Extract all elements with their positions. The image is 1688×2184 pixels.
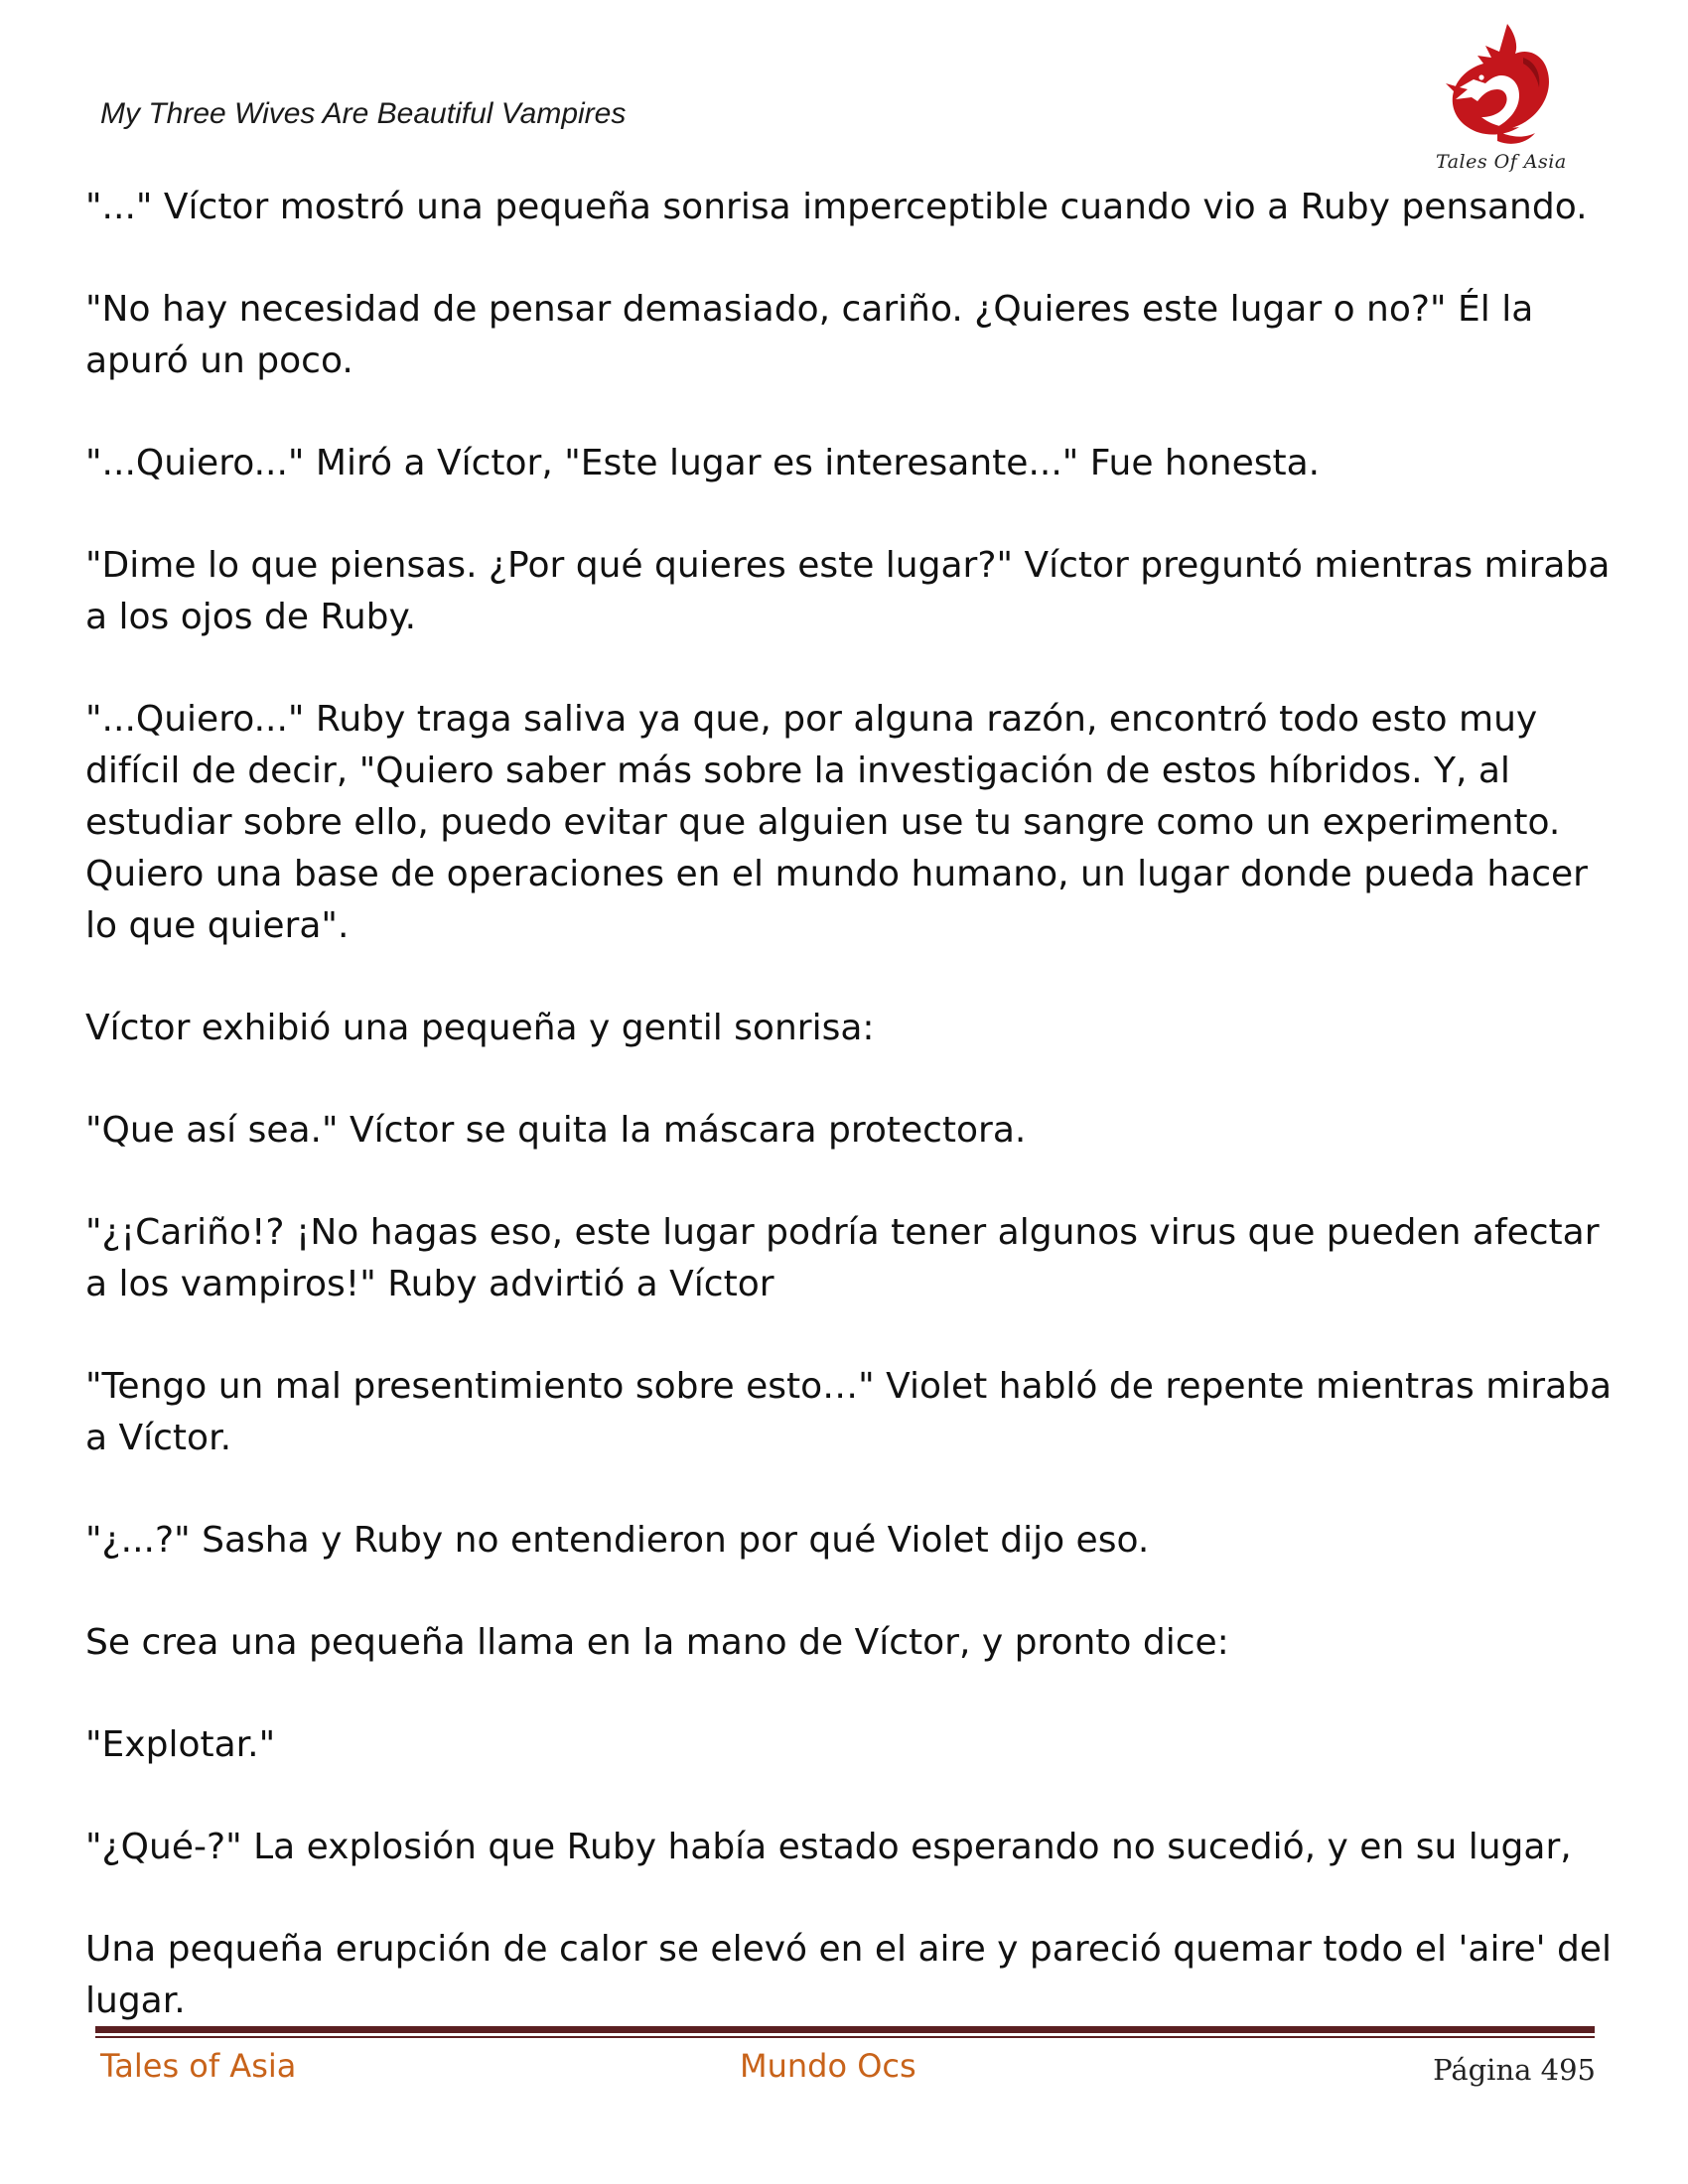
paragraph: "...Quiero..." Miró a Víctor, "Este lugar es interesante..." Fue honesta. <box>85 443 1321 483</box>
footer-section-name: Mundo Ocs <box>740 2047 916 2085</box>
paragraph: "¿Qué-?" La explosión que Ruby había estado esperando no sucedió, y en su lugar, <box>85 1827 1572 1867</box>
logo-text: Tales Of Asia <box>1436 151 1567 173</box>
page-body <box>85 182 1615 2078</box>
book-title: My Three Wives Are Beautiful Vampires <box>100 97 627 130</box>
footer-site-name: Tales of Asia <box>100 2047 297 2085</box>
paragraph: "Que así sea." Víctor se quita la máscara protectora. <box>85 1110 1027 1151</box>
paragraph: Víctor exhibió una pequeña y gentil sonrisa: <box>85 1008 875 1048</box>
paragraph: "Explotar." <box>85 1724 276 1765</box>
paragraph: Una pequeña erupción de calor se elevó en el aire y pareció quemar todo el 'aire' del lugar. <box>85 1929 1612 2021</box>
footer-divider-thin <box>95 2036 1595 2038</box>
paragraph: "...Quiero..." Ruby traga saliva ya que, por alguna razón, encontró todo esto muy difícil de decir, "Quiero saber más sobre la investigación de estos híbridos. Y, al estudiar sobre ello, puedo evitar que alguien use tu sangre como un experimento. Quiero una base de operaciones en el mundo humano, un lugar donde pueda hacer lo que quiera". <box>85 699 1588 946</box>
footer-divider <box>95 2026 1595 2038</box>
paragraph: "¿...?" Sasha y Ruby no entendieron por qué Violet dijo eso. <box>85 1520 1150 1561</box>
page-number: Página 495 <box>1433 2053 1596 2087</box>
footer-divider-thick <box>95 2026 1595 2033</box>
paragraph: Se crea una pequeña llama en la mano de Víctor, y pronto dice: <box>85 1622 1229 1663</box>
paragraph: "¿¡Cariño!? ¡No hagas eso, este lugar podría tener algunos virus que pueden afectar a los vampiros!" Ruby advirtió a Víctor <box>85 1212 1600 1304</box>
paragraph: "Tengo un mal presentimiento sobre esto…" Violet habló de repente mientras miraba a Víctor. <box>85 1366 1613 1458</box>
paragraph: "Dime lo que piensas. ¿Por qué quieres este lugar?" Víctor preguntó mientras miraba a los ojos de Ruby. <box>85 545 1611 637</box>
paragraph: "No hay necesidad de pensar demasiado, cariño. ¿Quieres este lugar o no?" Él la apuró un poco. <box>85 289 1534 381</box>
paragraph: "..." Víctor mostró una pequeña sonrisa imperceptible cuando vio a Ruby pensando. <box>85 187 1588 227</box>
